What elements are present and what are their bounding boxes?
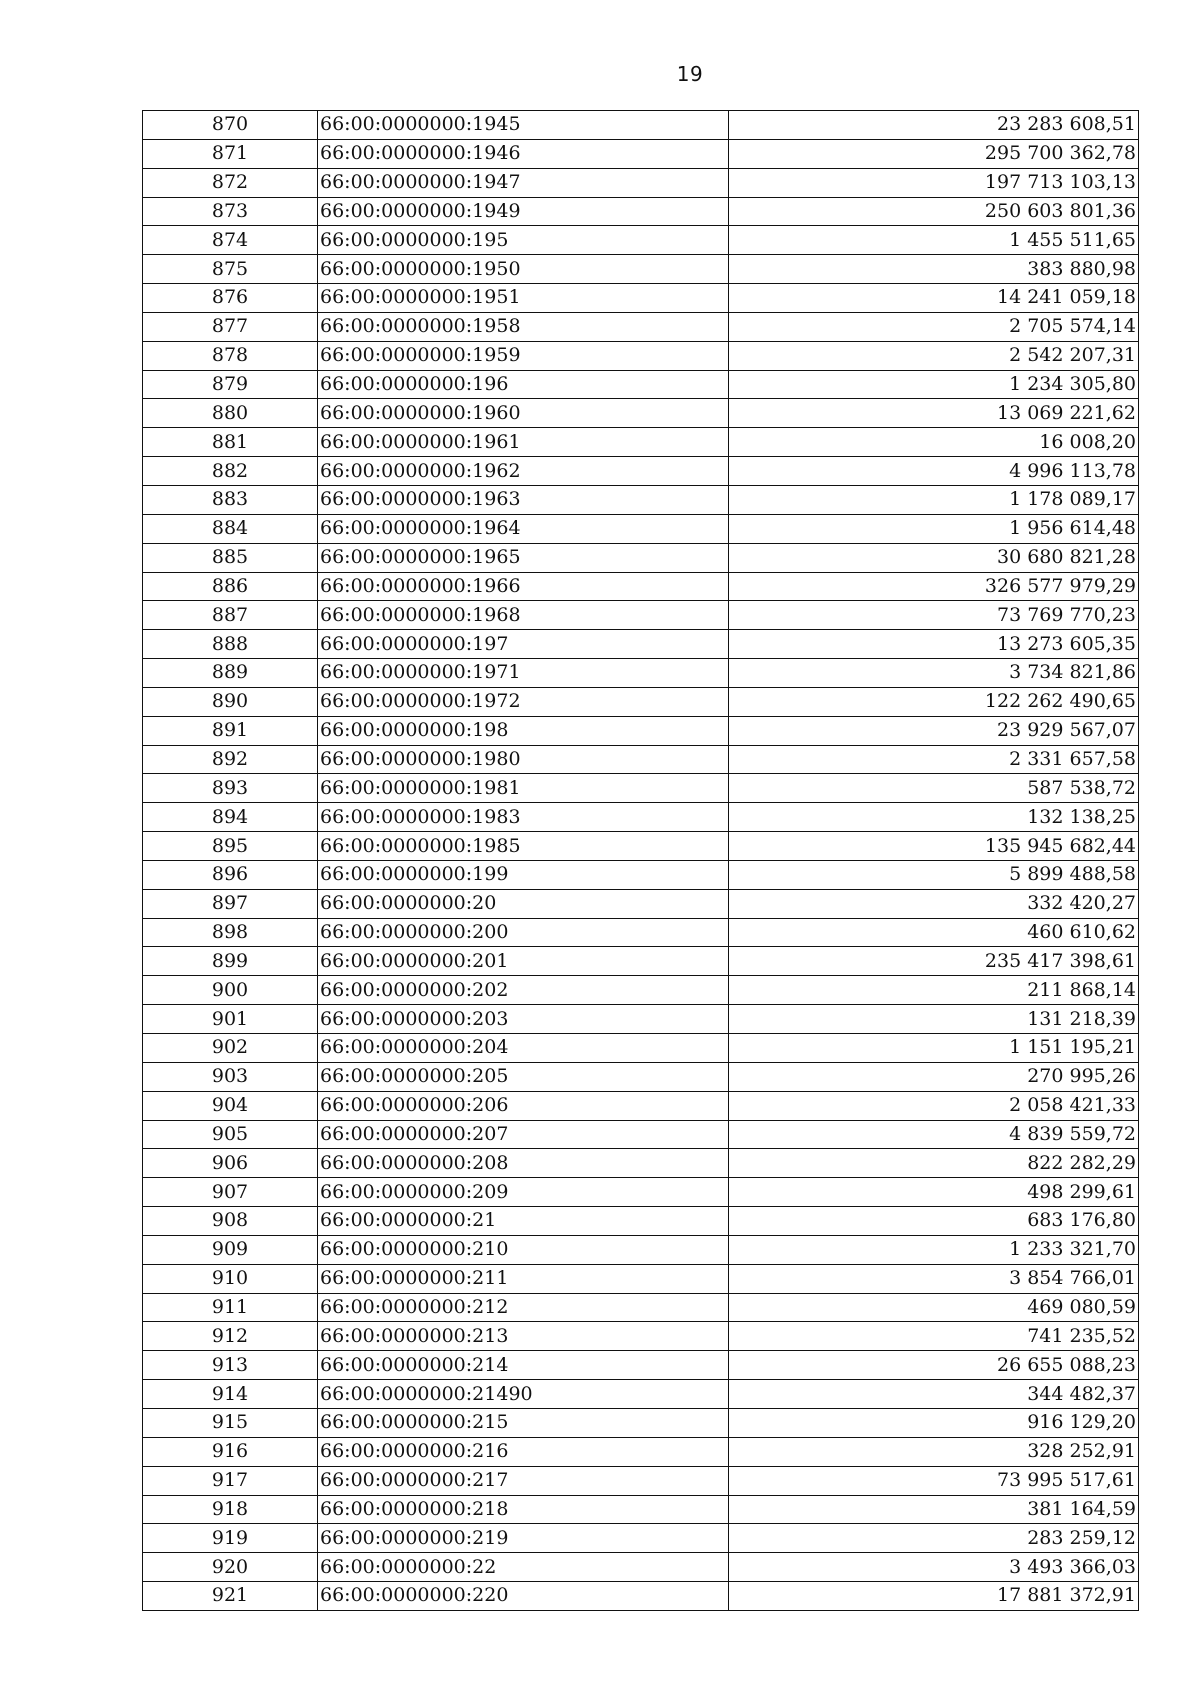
cadastral-value-cell: 1 178 089,17 bbox=[729, 485, 1139, 514]
cadastral-value-cell: 13 273 605,35 bbox=[729, 630, 1139, 659]
table-row bbox=[143, 1380, 1139, 1409]
row-number-cell: 886 bbox=[143, 572, 318, 601]
table-row bbox=[143, 1553, 1139, 1582]
cadastral-number-cell: 66:00:0000000:206 bbox=[318, 1091, 729, 1120]
cadastral-value-cell: 328 252,91 bbox=[729, 1437, 1139, 1466]
cadastral-number-cell: 66:00:0000000:201 bbox=[318, 947, 729, 976]
table-row bbox=[143, 889, 1139, 918]
cadastral-number-cell: 66:00:0000000:218 bbox=[318, 1495, 729, 1524]
cadastral-number-cell: 66:00:0000000:211 bbox=[318, 1264, 729, 1293]
table-row bbox=[143, 341, 1139, 370]
row-number-cell: 874 bbox=[143, 226, 318, 255]
cadastral-value-cell: 460 610,62 bbox=[729, 918, 1139, 947]
cadastral-value-cell: 741 235,52 bbox=[729, 1322, 1139, 1351]
cadastral-value-cell: 1 233 321,70 bbox=[729, 1235, 1139, 1264]
table-row bbox=[143, 485, 1139, 514]
cadastral-number-cell: 66:00:0000000:22 bbox=[318, 1553, 729, 1582]
cadastral-number-cell: 66:00:0000000:1946 bbox=[318, 139, 729, 168]
row-number-cell: 880 bbox=[143, 399, 318, 428]
table-row bbox=[143, 312, 1139, 341]
cadastral-number-cell: 66:00:0000000:204 bbox=[318, 1034, 729, 1063]
cadastral-number-cell: 66:00:0000000:1980 bbox=[318, 745, 729, 774]
cadastral-value-cell: 469 080,59 bbox=[729, 1293, 1139, 1322]
cadastral-value-cell: 587 538,72 bbox=[729, 774, 1139, 803]
cadastral-value-cell: 14 241 059,18 bbox=[729, 284, 1139, 313]
cadastral-value-cell: 1 151 195,21 bbox=[729, 1034, 1139, 1063]
cadastral-value-cell: 211 868,14 bbox=[729, 976, 1139, 1005]
table-row bbox=[143, 976, 1139, 1005]
table-row bbox=[143, 1437, 1139, 1466]
row-number-cell: 914 bbox=[143, 1380, 318, 1409]
cadastral-value-cell: 381 164,59 bbox=[729, 1495, 1139, 1524]
row-number-cell: 884 bbox=[143, 514, 318, 543]
cadastral-value-cell: 344 482,37 bbox=[729, 1380, 1139, 1409]
table-row bbox=[143, 918, 1139, 947]
row-number-cell: 877 bbox=[143, 312, 318, 341]
table-row bbox=[143, 197, 1139, 226]
cadastral-value-cell: 235 417 398,61 bbox=[729, 947, 1139, 976]
table-row bbox=[143, 630, 1139, 659]
cadastral-number-cell: 66:00:0000000:207 bbox=[318, 1120, 729, 1149]
cadastral-value-cell: 1 956 614,48 bbox=[729, 514, 1139, 543]
row-number-cell: 888 bbox=[143, 630, 318, 659]
cadastral-number-cell: 66:00:0000000:1985 bbox=[318, 832, 729, 861]
cadastral-number-cell: 66:00:0000000:1964 bbox=[318, 514, 729, 543]
cadastral-value-cell: 23 283 608,51 bbox=[729, 111, 1139, 140]
cadastral-value-cell: 2 705 574,14 bbox=[729, 312, 1139, 341]
row-number-cell: 901 bbox=[143, 1005, 318, 1034]
cadastral-number-cell: 66:00:0000000:1958 bbox=[318, 312, 729, 341]
cadastral-number-cell: 66:00:0000000:199 bbox=[318, 860, 729, 889]
cadastral-value-cell: 197 713 103,13 bbox=[729, 168, 1139, 197]
row-number-cell: 875 bbox=[143, 255, 318, 284]
cadastral-number-cell: 66:00:0000000:1981 bbox=[318, 774, 729, 803]
table-row bbox=[143, 1322, 1139, 1351]
cadastral-value-cell: 3 734 821,86 bbox=[729, 659, 1139, 688]
row-number-cell: 913 bbox=[143, 1351, 318, 1380]
table-row bbox=[143, 1524, 1139, 1553]
cadastral-number-cell: 66:00:0000000:215 bbox=[318, 1408, 729, 1437]
row-number-cell: 896 bbox=[143, 860, 318, 889]
table-row bbox=[143, 687, 1139, 716]
page-number: 19 bbox=[676, 62, 704, 86]
cadastral-number-cell: 66:00:0000000:214 bbox=[318, 1351, 729, 1380]
table-row bbox=[143, 226, 1139, 255]
cadastral-value-cell: 3 854 766,01 bbox=[729, 1264, 1139, 1293]
cadastral-value-cell: 1 234 305,80 bbox=[729, 370, 1139, 399]
table-row bbox=[143, 1178, 1139, 1207]
table-body bbox=[143, 111, 1139, 1611]
row-number-cell: 916 bbox=[143, 1437, 318, 1466]
row-number-cell: 898 bbox=[143, 918, 318, 947]
row-number-cell: 909 bbox=[143, 1235, 318, 1264]
cadastral-value-cell: 73 769 770,23 bbox=[729, 601, 1139, 630]
cadastral-number-cell: 66:00:0000000:21 bbox=[318, 1207, 729, 1236]
cadastral-number-cell: 66:00:0000000:197 bbox=[318, 630, 729, 659]
cadastral-number-cell: 66:00:0000000:1959 bbox=[318, 341, 729, 370]
cadastral-value-cell: 26 655 088,23 bbox=[729, 1351, 1139, 1380]
cadastral-value-cell: 132 138,25 bbox=[729, 803, 1139, 832]
table-row bbox=[143, 370, 1139, 399]
table-row bbox=[143, 1466, 1139, 1495]
cadastral-value-cell: 2 331 657,58 bbox=[729, 745, 1139, 774]
table-row bbox=[143, 860, 1139, 889]
cadastral-value-cell: 23 929 567,07 bbox=[729, 716, 1139, 745]
row-number-cell: 902 bbox=[143, 1034, 318, 1063]
table-row bbox=[143, 1495, 1139, 1524]
table-row bbox=[143, 1062, 1139, 1091]
cadastral-number-cell: 66:00:0000000:1961 bbox=[318, 428, 729, 457]
table-row bbox=[143, 111, 1139, 140]
row-number-cell: 911 bbox=[143, 1293, 318, 1322]
cadastral-number-cell: 66:00:0000000:217 bbox=[318, 1466, 729, 1495]
table-row bbox=[143, 1091, 1139, 1120]
cadastral-value-cell: 16 008,20 bbox=[729, 428, 1139, 457]
row-number-cell: 889 bbox=[143, 659, 318, 688]
cadastral-number-cell: 66:00:0000000:213 bbox=[318, 1322, 729, 1351]
cadastral-value-cell: 383 880,98 bbox=[729, 255, 1139, 284]
cadastral-value-cell: 916 129,20 bbox=[729, 1408, 1139, 1437]
cadastral-number-cell: 66:00:0000000:195 bbox=[318, 226, 729, 255]
cadastral-number-cell: 66:00:0000000:1965 bbox=[318, 543, 729, 572]
table-row bbox=[143, 947, 1139, 976]
table-row bbox=[143, 774, 1139, 803]
table-row bbox=[143, 572, 1139, 601]
row-number-cell: 885 bbox=[143, 543, 318, 572]
cadastral-value-cell: 683 176,80 bbox=[729, 1207, 1139, 1236]
cadastral-number-cell: 66:00:0000000:1971 bbox=[318, 659, 729, 688]
row-number-cell: 871 bbox=[143, 139, 318, 168]
table-row bbox=[143, 716, 1139, 745]
cadastral-number-cell: 66:00:0000000:20 bbox=[318, 889, 729, 918]
cadastral-number-cell: 66:00:0000000:1951 bbox=[318, 284, 729, 313]
table-row bbox=[143, 1351, 1139, 1380]
cadastral-value-cell: 17 881 372,91 bbox=[729, 1582, 1139, 1611]
row-number-cell: 905 bbox=[143, 1120, 318, 1149]
table-row bbox=[143, 255, 1139, 284]
cadastral-number-cell: 66:00:0000000:196 bbox=[318, 370, 729, 399]
cadastral-number-cell: 66:00:0000000:1947 bbox=[318, 168, 729, 197]
table-row bbox=[143, 1408, 1139, 1437]
cadastral-number-cell: 66:00:0000000:205 bbox=[318, 1062, 729, 1091]
cadastral-value-cell: 270 995,26 bbox=[729, 1062, 1139, 1091]
cadastral-value-cell: 822 282,29 bbox=[729, 1149, 1139, 1178]
row-number-cell: 873 bbox=[143, 197, 318, 226]
cadastral-number-cell: 66:00:0000000:21490 bbox=[318, 1380, 729, 1409]
table-row bbox=[143, 1293, 1139, 1322]
table-row bbox=[143, 1582, 1139, 1611]
cadastral-value-table bbox=[142, 110, 1139, 1611]
table-row bbox=[143, 284, 1139, 313]
cadastral-number-cell: 66:00:0000000:209 bbox=[318, 1178, 729, 1207]
row-number-cell: 899 bbox=[143, 947, 318, 976]
table-row bbox=[143, 1120, 1139, 1149]
table-row bbox=[143, 1264, 1139, 1293]
table-row bbox=[143, 428, 1139, 457]
row-number-cell: 921 bbox=[143, 1582, 318, 1611]
cadastral-number-cell: 66:00:0000000:198 bbox=[318, 716, 729, 745]
row-number-cell: 894 bbox=[143, 803, 318, 832]
row-number-cell: 906 bbox=[143, 1149, 318, 1178]
table-row bbox=[143, 601, 1139, 630]
cadastral-value-cell: 135 945 682,44 bbox=[729, 832, 1139, 861]
cadastral-number-cell: 66:00:0000000:1983 bbox=[318, 803, 729, 832]
row-number-cell: 900 bbox=[143, 976, 318, 1005]
cadastral-value-cell: 4 839 559,72 bbox=[729, 1120, 1139, 1149]
row-number-cell: 908 bbox=[143, 1207, 318, 1236]
cadastral-value-cell: 30 680 821,28 bbox=[729, 543, 1139, 572]
cadastral-number-cell: 66:00:0000000:1950 bbox=[318, 255, 729, 284]
cadastral-value-cell: 122 262 490,65 bbox=[729, 687, 1139, 716]
row-number-cell: 919 bbox=[143, 1524, 318, 1553]
table-row bbox=[143, 457, 1139, 486]
table-row bbox=[143, 543, 1139, 572]
table-row bbox=[143, 514, 1139, 543]
cadastral-number-cell: 66:00:0000000:203 bbox=[318, 1005, 729, 1034]
row-number-cell: 903 bbox=[143, 1062, 318, 1091]
cadastral-number-cell: 66:00:0000000:1963 bbox=[318, 485, 729, 514]
cadastral-number-cell: 66:00:0000000:212 bbox=[318, 1293, 729, 1322]
row-number-cell: 907 bbox=[143, 1178, 318, 1207]
table-row bbox=[143, 1034, 1139, 1063]
row-number-cell: 879 bbox=[143, 370, 318, 399]
cadastral-number-cell: 66:00:0000000:1962 bbox=[318, 457, 729, 486]
row-number-cell: 872 bbox=[143, 168, 318, 197]
cadastral-value-cell: 73 995 517,61 bbox=[729, 1466, 1139, 1495]
table-row bbox=[143, 168, 1139, 197]
cadastral-number-cell: 66:00:0000000:219 bbox=[318, 1524, 729, 1553]
table-row bbox=[143, 745, 1139, 774]
row-number-cell: 891 bbox=[143, 716, 318, 745]
cadastral-number-cell: 66:00:0000000:202 bbox=[318, 976, 729, 1005]
cadastral-value-cell: 4 996 113,78 bbox=[729, 457, 1139, 486]
table-row bbox=[143, 1207, 1139, 1236]
row-number-cell: 915 bbox=[143, 1408, 318, 1437]
cadastral-number-cell: 66:00:0000000:210 bbox=[318, 1235, 729, 1264]
row-number-cell: 904 bbox=[143, 1091, 318, 1120]
cadastral-value-cell: 332 420,27 bbox=[729, 889, 1139, 918]
table-row bbox=[143, 399, 1139, 428]
table-row bbox=[143, 659, 1139, 688]
cadastral-value-cell: 3 493 366,03 bbox=[729, 1553, 1139, 1582]
cadastral-number-cell: 66:00:0000000:216 bbox=[318, 1437, 729, 1466]
row-number-cell: 887 bbox=[143, 601, 318, 630]
row-number-cell: 897 bbox=[143, 889, 318, 918]
row-number-cell: 920 bbox=[143, 1553, 318, 1582]
table-row bbox=[143, 832, 1139, 861]
cadastral-value-cell: 326 577 979,29 bbox=[729, 572, 1139, 601]
row-number-cell: 895 bbox=[143, 832, 318, 861]
row-number-cell: 881 bbox=[143, 428, 318, 457]
row-number-cell: 917 bbox=[143, 1466, 318, 1495]
row-number-cell: 912 bbox=[143, 1322, 318, 1351]
cadastral-number-cell: 66:00:0000000:220 bbox=[318, 1582, 729, 1611]
cadastral-number-cell: 66:00:0000000:1968 bbox=[318, 601, 729, 630]
row-number-cell: 876 bbox=[143, 284, 318, 313]
cadastral-number-cell: 66:00:0000000:208 bbox=[318, 1149, 729, 1178]
table-row bbox=[143, 1005, 1139, 1034]
cadastral-value-cell: 498 299,61 bbox=[729, 1178, 1139, 1207]
cadastral-number-cell: 66:00:0000000:1949 bbox=[318, 197, 729, 226]
cadastral-value-cell: 5 899 488,58 bbox=[729, 860, 1139, 889]
cadastral-value-cell: 250 603 801,36 bbox=[729, 197, 1139, 226]
table-row bbox=[143, 803, 1139, 832]
row-number-cell: 883 bbox=[143, 485, 318, 514]
row-number-cell: 893 bbox=[143, 774, 318, 803]
row-number-cell: 910 bbox=[143, 1264, 318, 1293]
cadastral-value-cell: 1 455 511,65 bbox=[729, 226, 1139, 255]
row-number-cell: 878 bbox=[143, 341, 318, 370]
cadastral-value-cell: 2 058 421,33 bbox=[729, 1091, 1139, 1120]
cadastral-number-cell: 66:00:0000000:1945 bbox=[318, 111, 729, 140]
row-number-cell: 870 bbox=[143, 111, 318, 140]
cadastral-value-cell: 295 700 362,78 bbox=[729, 139, 1139, 168]
cadastral-value-cell: 2 542 207,31 bbox=[729, 341, 1139, 370]
row-number-cell: 882 bbox=[143, 457, 318, 486]
table-row bbox=[143, 1149, 1139, 1178]
cadastral-value-cell: 13 069 221,62 bbox=[729, 399, 1139, 428]
row-number-cell: 890 bbox=[143, 687, 318, 716]
cadastral-number-cell: 66:00:0000000:1960 bbox=[318, 399, 729, 428]
row-number-cell: 918 bbox=[143, 1495, 318, 1524]
cadastral-number-cell: 66:00:0000000:200 bbox=[318, 918, 729, 947]
cadastral-number-cell: 66:00:0000000:1972 bbox=[318, 687, 729, 716]
cadastral-number-cell: 66:00:0000000:1966 bbox=[318, 572, 729, 601]
table-row bbox=[143, 139, 1139, 168]
table-row bbox=[143, 1235, 1139, 1264]
cadastral-value-cell: 283 259,12 bbox=[729, 1524, 1139, 1553]
row-number-cell: 892 bbox=[143, 745, 318, 774]
cadastral-value-cell: 131 218,39 bbox=[729, 1005, 1139, 1034]
